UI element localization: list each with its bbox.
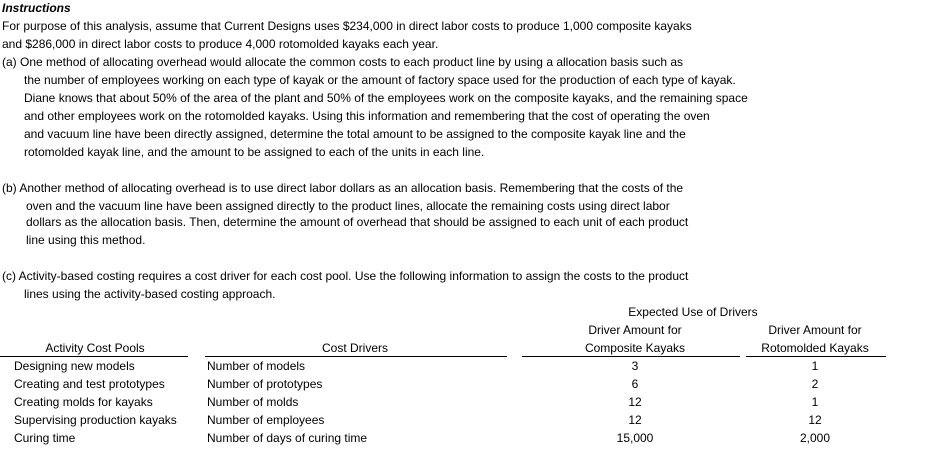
table-row-driver: Number of days of curing time — [207, 431, 368, 445]
expected-use-header: Expected Use of Drivers — [628, 305, 758, 319]
table-row-pool: Curing time — [14, 431, 76, 445]
table-row-pool: Supervising production kayaks — [14, 413, 177, 427]
composite-header-1: Driver Amount for — [588, 323, 682, 337]
pools-underline — [0, 356, 188, 357]
composite-header-2: Composite Kayaks — [584, 341, 686, 355]
drivers-underline — [205, 356, 507, 357]
part-a-line-6: rotomolded kayak line, and the amount to be assigned to each of the units in each line. — [24, 145, 485, 159]
part-b-line-3: dollars as the allocation basis. Then, determine the amount of overhead that should be assigned to each unit of each product — [26, 215, 689, 229]
intro-line-2: and $286,000 in direct labor costs to produce 4,000 rotomolded kayaks each year. — [2, 37, 439, 51]
table-row-driver: Number of prototypes — [207, 377, 323, 391]
table-row-composite: 3 — [631, 359, 639, 373]
table-row-roto: 2 — [811, 377, 819, 391]
table-row-pool: Creating molds for kayaks — [14, 395, 153, 409]
intro-line-1: For purpose of this analysis, assume that Current Designs uses $234,000 in direct labor costs to produce 1,000 composite kayaks — [2, 19, 692, 33]
table-row-roto: 1 — [811, 395, 819, 409]
part-c-line-1: (c) Activity-based costing requires a cost driver for each cost pool. Use the following information to assign the costs to the product — [2, 269, 689, 283]
table-row-roto: 2,000 — [799, 431, 831, 445]
part-a-line-3: Diane knows that about 50% of the area of the plant and 50% of the employees work on the composite kayaks, and the remaining space — [24, 91, 748, 105]
table-row-composite: 12 — [628, 413, 642, 427]
composite-underline — [522, 356, 740, 357]
instructions-heading: Instructions — [2, 1, 71, 15]
part-a-line-2: the number of employees working on each type of kayak or the amount of factory space used for the production of each type of kayak. — [24, 73, 736, 87]
part-a-line-5: and vacuum line have been directly assigned, determine the total amount to be assigned to the composite kayak line and the — [24, 127, 686, 141]
part-c-line-2: lines using the activity-based costing approach. — [24, 287, 276, 301]
table-row-driver: Number of molds — [207, 395, 299, 409]
part-b-line-1: (b) Another method of allocating overhead is to use direct labor dollars as an allocation basis. Remembering that the costs of the — [2, 181, 684, 195]
table-row-composite: 12 — [628, 395, 642, 409]
table-row-driver: Number of models — [207, 359, 306, 373]
part-b-line-2: oven and the vacuum line have been assigned directly to the product lines, allocate the remaining costs using direct labor — [26, 199, 670, 213]
table-row-pool: Designing new models — [14, 359, 135, 373]
table-row-composite: 6 — [631, 377, 639, 391]
activity-pools-header: Activity Cost Pools — [45, 341, 145, 355]
table-row-roto: 1 — [811, 359, 819, 373]
part-b-line-4: line using this method. — [26, 233, 146, 247]
table-row-pool: Creating and test prototypes — [14, 377, 165, 391]
roto-underline — [746, 356, 886, 357]
part-a-line-4: and other employees work on the rotomolded kayaks. Using this information and remembering that the cost of operating the oven — [24, 109, 710, 123]
table-row-composite: 15,000 — [616, 431, 654, 445]
table-row-driver: Number of employees — [207, 413, 325, 427]
cost-drivers-header: Cost Drivers — [321, 341, 388, 355]
roto-header-2: Rotomolded Kayaks — [761, 341, 869, 355]
part-a-line-1: (a) One method of allocating overhead would allocate the common costs to each product line by using a allocation basis such as — [2, 55, 684, 69]
table-row-roto: 12 — [808, 413, 822, 427]
roto-header-1: Driver Amount for — [768, 323, 862, 337]
